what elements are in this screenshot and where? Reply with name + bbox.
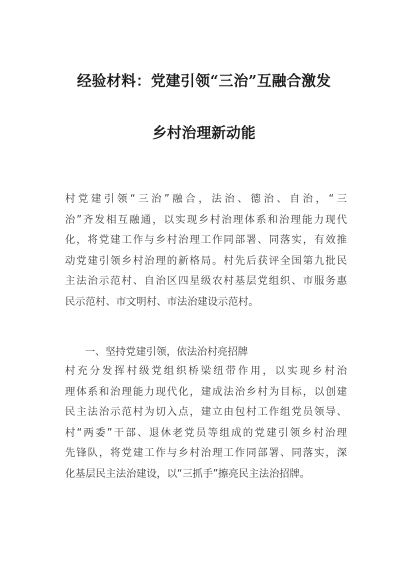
paragraph-line: 村充分发挥村级党组织桥梁纽带作用，以实现乡村治 — [65, 366, 347, 377]
paragraph-line: 民主法治示范村为切入点，建立由包村工作组党员领导、 — [65, 407, 347, 419]
paragraph-line: 化，将党建工作与乡村治理工作同部署、同落实，有效推 — [65, 235, 347, 247]
paragraph-line: 化基层民主法治建设，以“三抓手”擦亮民主法治招牌。 — [65, 468, 310, 480]
section-heading: 一、坚持党建引领，依法治村亮招牌 — [85, 347, 248, 358]
document-title-line-1: 经验材料：党建引领“三治”互融合激发 — [76, 73, 332, 90]
paragraph-line: 理体系和治理能力现代化，建成法治乡村为目标，以创建 — [65, 386, 347, 398]
paragraph-line: 先锋队，将党建工作与乡村治理工作同部署、同落实，深 — [65, 448, 347, 460]
paragraph-line: 主法治示范村、自治区四星级农村基层党组织、市服务惠 — [65, 276, 347, 288]
paragraph-line: 民示范村、市文明村、市法治建设示范村。 — [65, 296, 259, 308]
paragraph-line: 村党建引领“三治”融合，法治、德治、自治，“三 — [65, 194, 347, 205]
paragraph-line: 治”齐发相互融通，以实现乡村治理体系和治理能力现代 — [65, 214, 347, 226]
section-paragraph — [65, 362, 347, 486]
paragraph-line: 动党建引领乡村治理的新格局。村先后获评全国第九批民 — [65, 255, 347, 267]
document-title-line-2: 乡村治理新动能 — [152, 125, 256, 142]
intro-paragraph — [65, 190, 347, 314]
paragraph-line: 村“两委”干部、退休老党员等组成的党建引领乡村治理 — [65, 427, 347, 439]
